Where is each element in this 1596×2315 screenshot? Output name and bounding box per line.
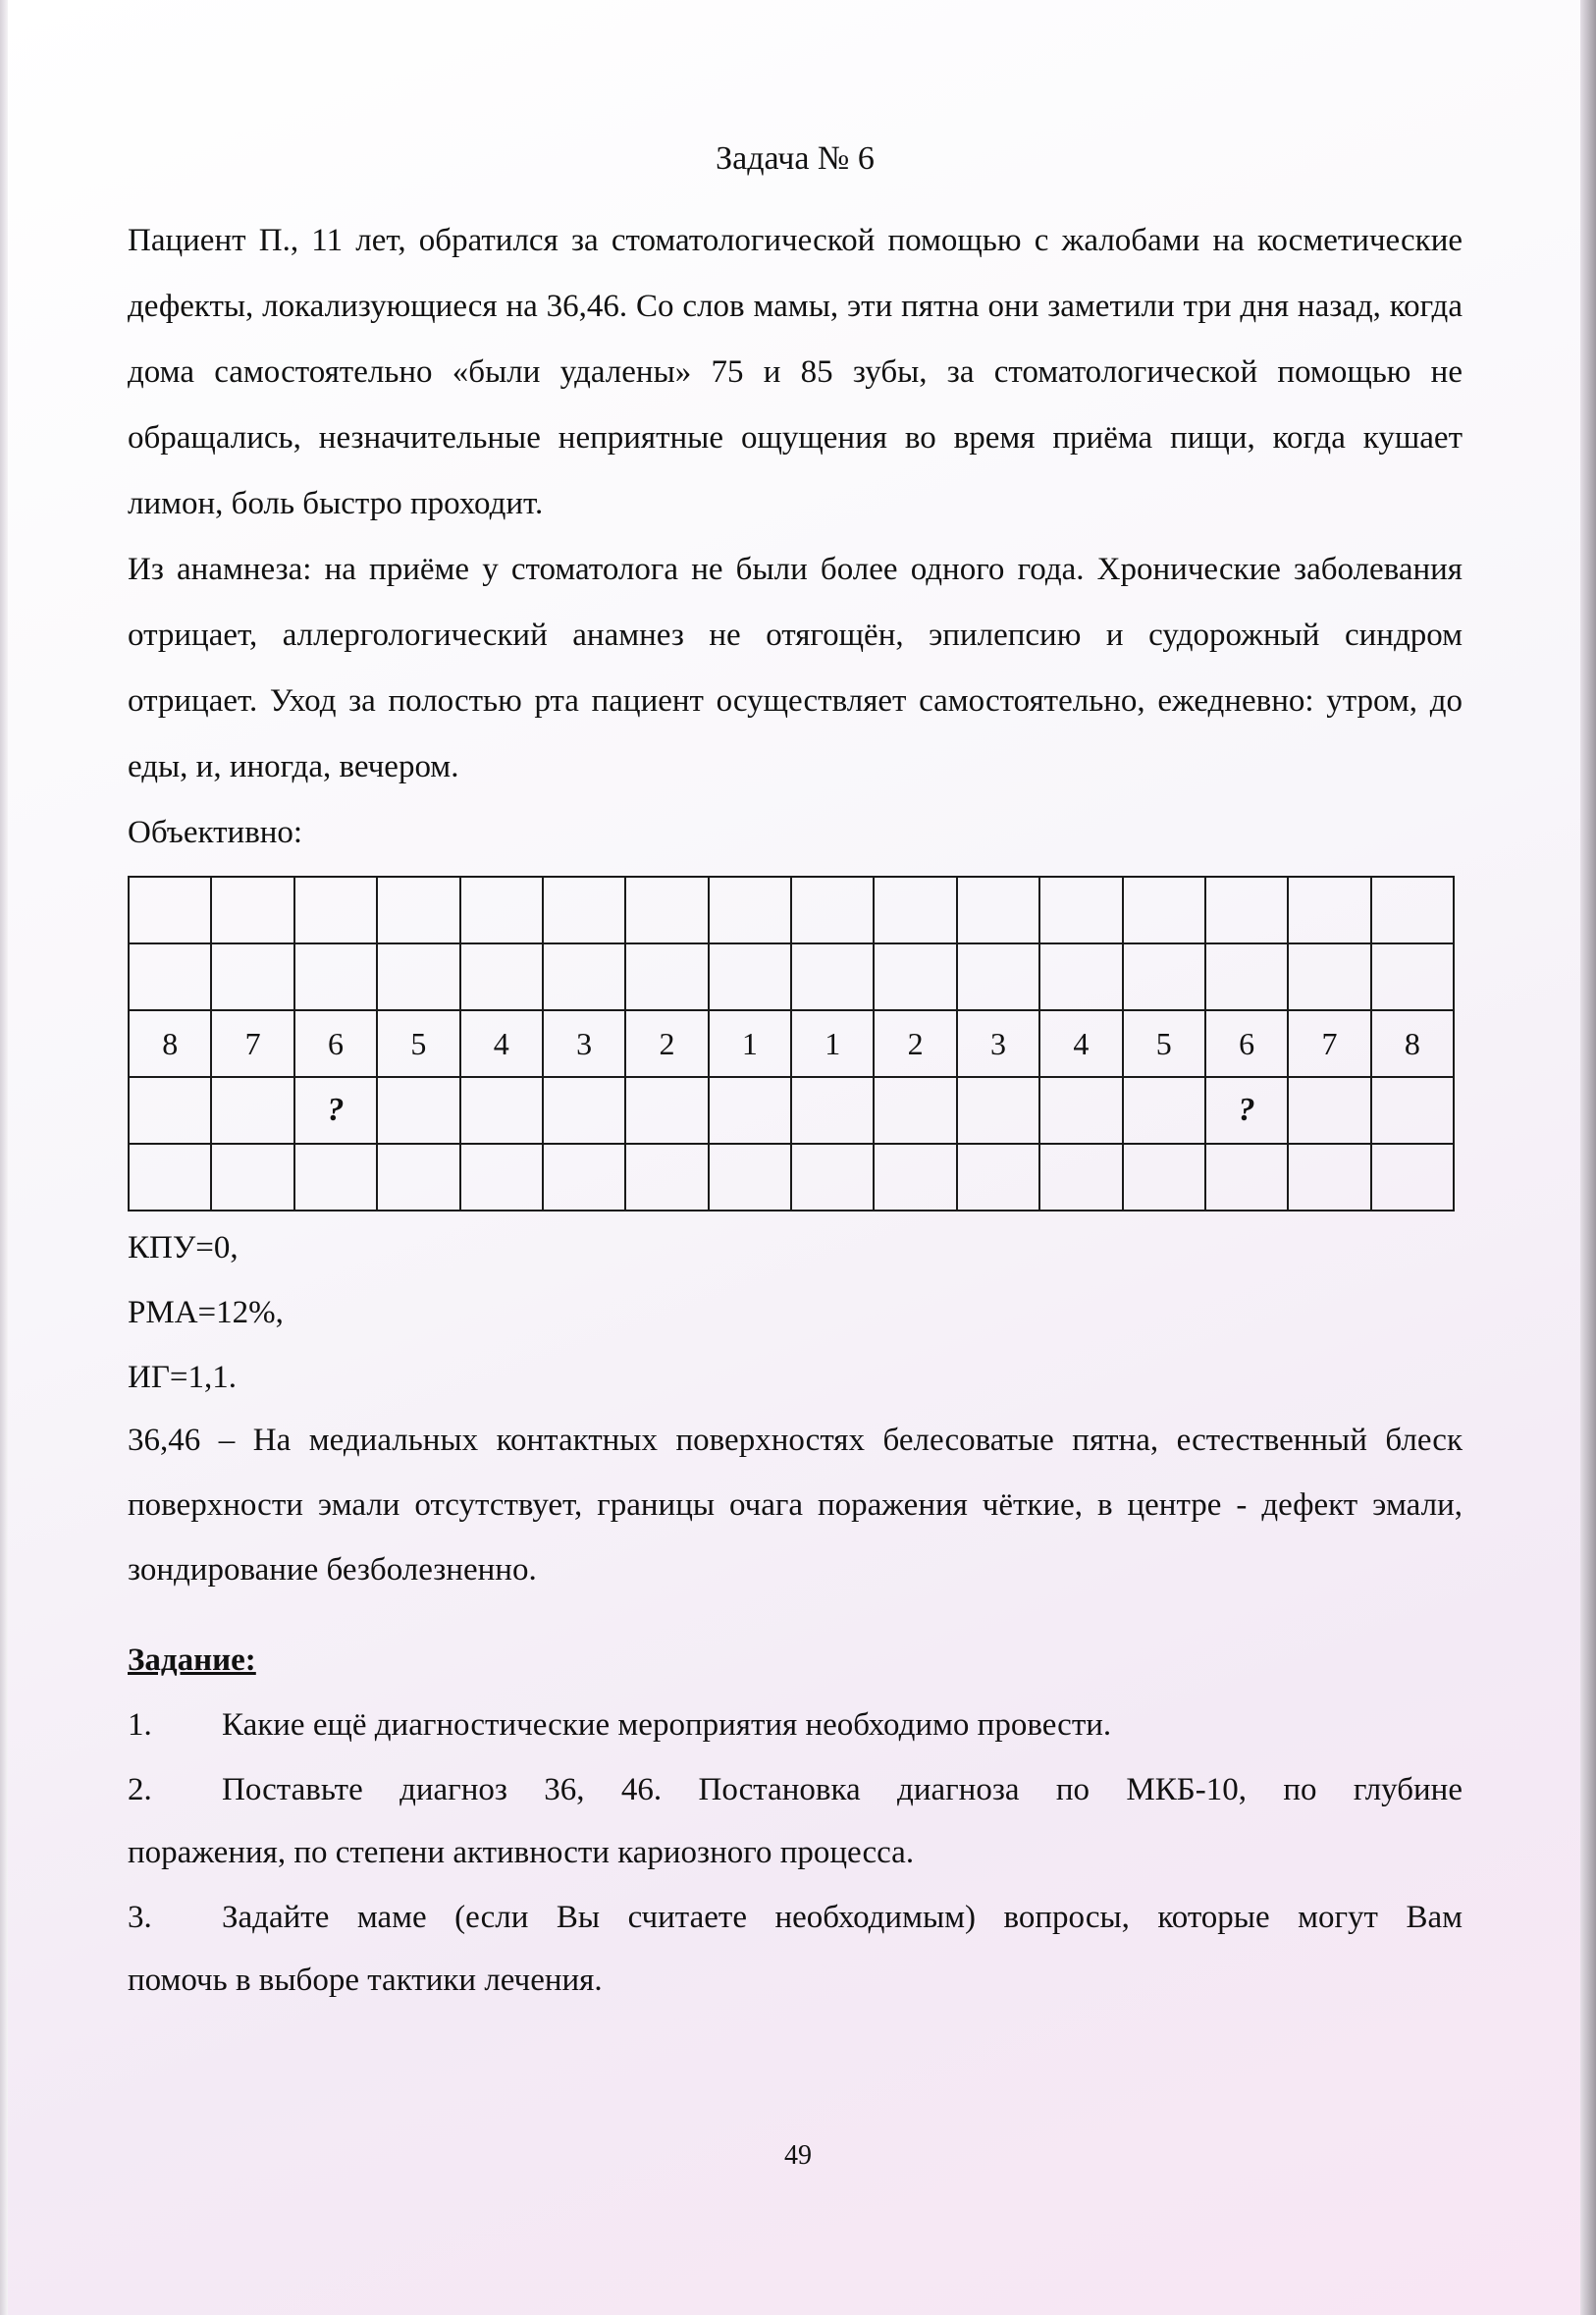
chart-cell: [874, 1144, 956, 1211]
chart-cell: [460, 1077, 543, 1144]
chart-cell: [1039, 943, 1122, 1010]
page-edge-left: [0, 0, 8, 2315]
chart-cell: [129, 943, 211, 1010]
task-number: 3.: [128, 1900, 152, 1935]
chart-cell: [1205, 1144, 1288, 1211]
chart-cell: 1: [709, 1010, 791, 1077]
chart-cell: [211, 1144, 293, 1211]
chart-cell: [1288, 877, 1370, 943]
chart-cell: [1205, 877, 1288, 943]
task-number: 1.: [128, 1707, 152, 1743]
chart-cell: [1123, 877, 1205, 943]
chart-cell: [957, 943, 1039, 1010]
chart-cell: [543, 1144, 625, 1211]
chart-cell: [211, 943, 293, 1010]
chart-cell: [460, 877, 543, 943]
chart-cell: [377, 877, 459, 943]
chart-cell: [1039, 1077, 1122, 1144]
index-kpu: КПУ=0,: [128, 1230, 239, 1265]
task-list: [128, 1693, 1463, 2013]
document-body: [128, 137, 1463, 2013]
chart-cell: [625, 943, 708, 1010]
chart-cell: [957, 1077, 1039, 1144]
chart-cell: [874, 877, 956, 943]
chart-cell: 7: [211, 1010, 293, 1077]
task-text-continued: помочь в выборе тактики лечения.: [128, 1963, 603, 1998]
chart-row: [129, 1010, 1454, 1077]
chart-cell: [791, 877, 874, 943]
objective-label: Объективно:: [128, 815, 303, 850]
chart-cell: 5: [377, 1010, 459, 1077]
task-item: [128, 1757, 1463, 1885]
task-text: Поставьте диагноз 36, 46. Постановка диагноза по МКБ-10, по глубине: [222, 1772, 1463, 1807]
chart-row: [129, 877, 1454, 943]
chart-row: [129, 1144, 1454, 1211]
chart-cell: [1039, 1144, 1122, 1211]
chart-cell: [709, 877, 791, 943]
chart-cell: [874, 1077, 956, 1144]
chart-cell: [377, 1077, 459, 1144]
chart-cell: [460, 1144, 543, 1211]
chart-cell: 2: [874, 1010, 956, 1077]
chart-cell: 8: [1371, 1010, 1454, 1077]
task-item: [128, 1693, 1463, 1757]
task-text: Какие ещё диагностические мероприятия необходимо провести.: [222, 1707, 1112, 1743]
dental-chart: [128, 876, 1455, 1211]
chart-cell: [1123, 943, 1205, 1010]
chart-cell: 3: [957, 1010, 1039, 1077]
chart-cell: [957, 877, 1039, 943]
chart-cell: [377, 1144, 459, 1211]
chart-cell: [625, 877, 708, 943]
chart-cell: 7: [1288, 1010, 1370, 1077]
chart-cell: [1205, 943, 1288, 1010]
chart-cell: [211, 877, 293, 943]
chart-cell: [1371, 943, 1454, 1010]
index-pma: РМА=12%,: [128, 1295, 284, 1330]
chart-cell: [129, 1144, 211, 1211]
chart-cell: [874, 943, 956, 1010]
chart-cell: [1288, 943, 1370, 1010]
chart-cell: [129, 877, 211, 943]
chart-cell: 8: [129, 1010, 211, 1077]
page-number: 49: [784, 2140, 812, 2171]
task-title: Задача № 6: [716, 140, 875, 177]
chart-cell: [709, 1144, 791, 1211]
chart-cell: [625, 1077, 708, 1144]
chart-cell: 5: [1123, 1010, 1205, 1077]
index-ig: ИГ=1,1.: [128, 1360, 238, 1395]
chart-row: [129, 1077, 1454, 1144]
chart-cell: [1123, 1144, 1205, 1211]
chart-cell: [709, 943, 791, 1010]
chart-cell: [1371, 877, 1454, 943]
chart-cell: [294, 877, 377, 943]
chart-cell: [1039, 877, 1122, 943]
chart-cell: [1288, 1144, 1370, 1211]
task-text-continued: поражения, по степени активности кариозного процесса.: [128, 1835, 915, 1870]
chart-cell: [791, 1144, 874, 1211]
task-number: 2.: [128, 1772, 152, 1807]
chart-cell: [460, 943, 543, 1010]
task-heading: Задание:: [128, 1642, 256, 1678]
chart-cell: [543, 1077, 625, 1144]
page-edge-right: [1580, 0, 1596, 2315]
chart-cell: [791, 1077, 874, 1144]
chart-cell: [1371, 1144, 1454, 1211]
chart-cell: 3: [543, 1010, 625, 1077]
chart-cell: ?: [1205, 1077, 1288, 1144]
chart-cell: 4: [460, 1010, 543, 1077]
chart-cell: [294, 943, 377, 1010]
chart-row: [129, 943, 1454, 1010]
chart-cell: [211, 1077, 293, 1144]
task-item: [128, 1885, 1463, 2013]
chart-cell: 2: [625, 1010, 708, 1077]
chart-cell: 4: [1039, 1010, 1122, 1077]
chart-cell: [791, 943, 874, 1010]
chart-cell: 1: [791, 1010, 874, 1077]
chart-cell: [1288, 1077, 1370, 1144]
chart-cell: [1371, 1077, 1454, 1144]
chart-cell: 6: [1205, 1010, 1288, 1077]
chart-cell: [957, 1144, 1039, 1211]
chart-cell: [129, 1077, 211, 1144]
chart-cell: [709, 1077, 791, 1144]
clinical-finding: 36,46 – На медиальных контактных поверхностях белесоватые пятна, естественный блеск поверхности эмали отсутствует, границы очага поражения чёткие, в центре - дефект эмали, зондирование безболезненно.: [128, 1423, 1463, 1588]
chart-cell: ?: [294, 1077, 377, 1144]
chart-cell: [543, 943, 625, 1010]
chart-cell: [294, 1144, 377, 1211]
complaint-paragraph: Пациент П., 11 лет, обратился за стоматологической помощью с жалобами на косметические дефекты, локализующиеся на 36,46. Со слов мамы, эти пятна они заметили три дня назад, когда дома самостоятельно «были удалены» 75 и 85 зубы, за стоматологической помощью не обращались, незначительные неприятные ощущения во время приёма пищи, когда кушает лимон, боль быстро проходит.: [128, 223, 1463, 521]
chart-cell: [377, 943, 459, 1010]
task-text: Задайте маме (если Вы считаете необходимым) вопросы, которые могут Вам: [222, 1900, 1463, 1935]
chart-cell: [1123, 1077, 1205, 1144]
anamnesis-paragraph: Из анамнеза: на приёме у стоматолога не были более одного года. Хронические заболевания отрицает, аллергологический анамнез не отягощён, эпилепсию и судорожный синдром отрицает. Уход за полостью рта пациент осуществляет самостоятельно, ежедневно: утром, до еды, и, иногда, вечером.: [128, 552, 1463, 784]
chart-cell: [543, 877, 625, 943]
chart-cell: [625, 1144, 708, 1211]
chart-cell: 6: [294, 1010, 377, 1077]
